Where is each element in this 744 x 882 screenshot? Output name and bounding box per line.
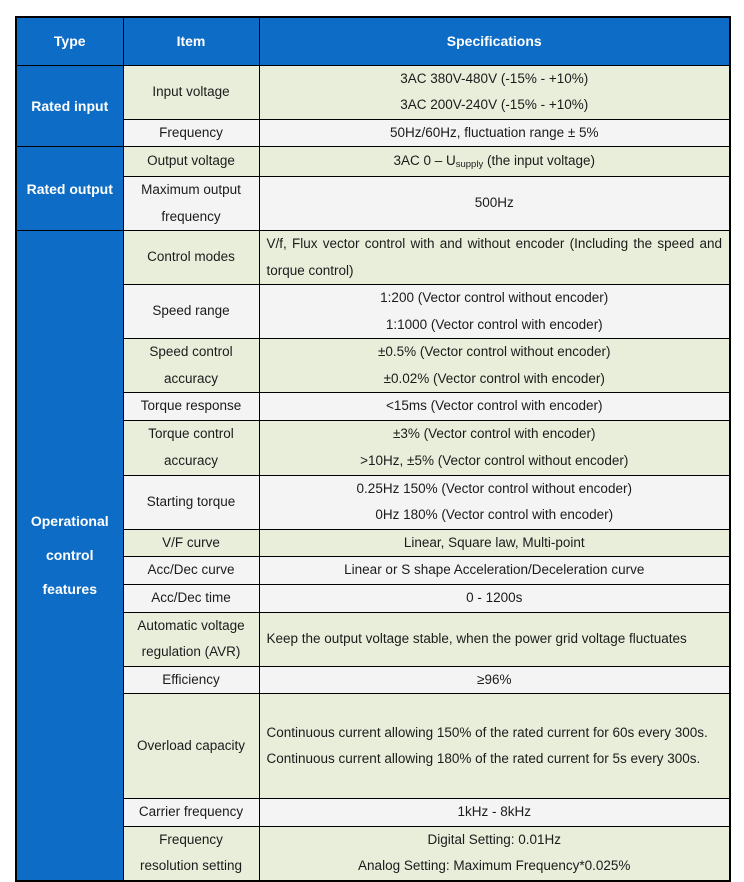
spec-cell-control-modes bbox=[259, 231, 730, 285]
spec-cell-frequency bbox=[259, 119, 730, 147]
item-label: Speed control bbox=[149, 344, 233, 359]
spec-line: 0Hz 180% (Vector control with encoder) bbox=[375, 507, 614, 522]
spec-cell-output-voltage bbox=[259, 147, 730, 177]
spec-cell-avr bbox=[259, 612, 730, 666]
item-label: Maximum output bbox=[141, 182, 241, 197]
item-label: Efficiency bbox=[162, 671, 220, 687]
item-label: accuracy bbox=[163, 370, 219, 386]
table-row bbox=[16, 612, 730, 666]
spec-cell-starting-torque bbox=[259, 475, 730, 529]
table-row bbox=[16, 393, 730, 421]
item-label: Torque response bbox=[140, 398, 242, 413]
type-label: control bbox=[46, 547, 94, 564]
spec-cell-carrier-frequency bbox=[259, 799, 730, 827]
spec-paragraph: Continuous current allowing 180% of the rated current for 5s every 300s. bbox=[266, 751, 701, 766]
spec-line: 3AC $0 - U_{supply}$ (the input voltage) bbox=[393, 153, 596, 171]
item-cell-control-modes bbox=[123, 231, 259, 285]
spec-line: 0 - 1200s bbox=[466, 590, 523, 605]
spec-line: 0.25Hz 150% (Vector control without encoder) bbox=[356, 480, 632, 496]
item-cell-torque-control-accuracy bbox=[123, 420, 259, 475]
table-row bbox=[16, 231, 730, 285]
item-label: Starting torque bbox=[146, 493, 236, 509]
item-cell-output-voltage bbox=[123, 147, 259, 177]
spec-line: Analog Setting: Maximum Frequency*0.025% bbox=[358, 858, 631, 873]
type-label: Operational bbox=[30, 513, 109, 530]
spec-cell-torque-response bbox=[259, 393, 730, 421]
spec-line: 1:200 (Vector control without encoder) bbox=[380, 290, 609, 305]
item-label: Automatic voltage bbox=[137, 617, 245, 633]
item-label: Carrier frequency bbox=[138, 804, 244, 819]
type-label: features bbox=[42, 581, 97, 598]
spec-line: 3AC 380V-480V (-15% - +10%) bbox=[400, 70, 589, 86]
type-cell-rated-input bbox=[16, 65, 123, 147]
col-header-specifications: Specifications bbox=[259, 17, 730, 65]
spec-line: ±0.5% (Vector control without encoder) bbox=[377, 344, 611, 359]
spec-cell-overload-capacity bbox=[259, 694, 730, 799]
spec-line: 50Hz/60Hz, fluctuation range ± 5% bbox=[389, 124, 599, 140]
header-row bbox=[16, 17, 730, 65]
spec-line: <15ms (Vector control with encoder) bbox=[386, 398, 603, 413]
table-row bbox=[16, 694, 730, 799]
item-cell-overload-capacity bbox=[123, 694, 259, 799]
item-label: Torque control bbox=[148, 426, 234, 441]
item-label: Input voltage bbox=[152, 83, 230, 99]
item-label: V/F curve bbox=[162, 534, 220, 550]
item-label: Control modes bbox=[147, 249, 235, 265]
item-label: regulation (AVR) bbox=[141, 644, 241, 659]
type-label: Rated output bbox=[26, 180, 113, 197]
table-row bbox=[16, 147, 730, 177]
table-row bbox=[16, 119, 730, 147]
spec-line: 1kHz - 8kHz bbox=[457, 804, 531, 819]
item-label: Frequency bbox=[159, 831, 223, 847]
item-label: Acc/Dec curve bbox=[147, 562, 235, 578]
spec-cell-acc-dec-time bbox=[259, 585, 730, 613]
spec-paragraph: Continuous current allowing 150% of the rated current for 60s every 300s. bbox=[266, 724, 708, 740]
spec-line: ±0.02% (Vector control with encoder) bbox=[383, 370, 605, 386]
item-label: Speed range bbox=[152, 303, 230, 319]
spec-cell-speed-range bbox=[259, 285, 730, 339]
spec-cell-acc-dec-curve bbox=[259, 557, 730, 585]
item-label: accuracy bbox=[163, 452, 219, 468]
table-row bbox=[16, 339, 730, 393]
subscript-supply: supply bbox=[455, 159, 484, 171]
spec-paragraph: V/f, Flux vector control with and without encoder (Including the speed and torque control) bbox=[266, 236, 722, 278]
type-label: Rated input bbox=[31, 97, 109, 114]
item-label: frequency bbox=[161, 208, 221, 224]
item-cell-frequency-resolution bbox=[123, 826, 259, 881]
item-cell-speed-range bbox=[123, 285, 259, 339]
item-cell-acc-dec-time bbox=[123, 585, 259, 613]
table-row bbox=[16, 799, 730, 827]
item-label: resolution setting bbox=[139, 858, 243, 873]
item-cell-input-voltage bbox=[123, 65, 259, 119]
col-header-item: Item bbox=[123, 17, 259, 65]
spec-line: ≥96% bbox=[477, 671, 512, 687]
spec-line: Digital Setting: 0.01Hz bbox=[427, 831, 562, 847]
spec-line: ±3% (Vector control with encoder) bbox=[393, 426, 596, 441]
item-cell-torque-response bbox=[123, 393, 259, 421]
item-cell-avr bbox=[123, 612, 259, 666]
table-row bbox=[16, 666, 730, 694]
table-row bbox=[16, 557, 730, 585]
table-row bbox=[16, 420, 730, 475]
item-cell-max-output-frequency bbox=[123, 177, 259, 231]
spec-cell-vf-curve bbox=[259, 529, 730, 557]
item-cell-speed-control-accuracy bbox=[123, 339, 259, 393]
table-row bbox=[16, 529, 730, 557]
spec-line: Linear, Square law, Multi-point bbox=[403, 534, 585, 550]
item-cell-acc-dec-curve bbox=[123, 557, 259, 585]
spec-cell-max-output-frequency bbox=[259, 177, 730, 231]
table-row bbox=[16, 826, 730, 881]
item-cell-frequency bbox=[123, 119, 259, 147]
spec-line: 3AC 200V-240V (-15% - +10%) bbox=[400, 97, 589, 112]
table-row bbox=[16, 475, 730, 529]
col-header-type: Type bbox=[16, 17, 123, 65]
spec-cell-frequency-resolution bbox=[259, 826, 730, 881]
item-label: Frequency bbox=[159, 124, 223, 140]
type-cell-rated-output bbox=[16, 147, 123, 231]
table-row bbox=[16, 285, 730, 339]
table-row bbox=[16, 65, 730, 119]
item-label: Output voltage bbox=[147, 153, 235, 169]
table-row bbox=[16, 177, 730, 231]
item-cell-carrier-frequency bbox=[123, 799, 259, 827]
item-cell-vf-curve bbox=[123, 529, 259, 557]
spec-line: 500Hz bbox=[474, 195, 514, 211]
specifications-table bbox=[15, 16, 731, 882]
spec-cell-torque-control-accuracy bbox=[259, 420, 730, 475]
spec-line: Linear or S shape Acceleration/Deceleration curve bbox=[344, 562, 645, 578]
item-cell-starting-torque bbox=[123, 475, 259, 529]
item-cell-efficiency bbox=[123, 666, 259, 694]
item-label: Overload capacity bbox=[136, 737, 246, 753]
spec-cell-efficiency bbox=[259, 666, 730, 694]
item-label: Acc/Dec time bbox=[151, 590, 231, 605]
spec-cell-speed-control-accuracy bbox=[259, 339, 730, 393]
type-cell-operational-control-features bbox=[16, 231, 123, 881]
spec-line: >10Hz, ±5% (Vector control without encoder) bbox=[360, 452, 629, 468]
spec-line: Keep the output voltage stable, when the power grid voltage fluctuates bbox=[266, 630, 687, 646]
spec-line: 1:1000 (Vector control with encoder) bbox=[385, 316, 603, 332]
table-row bbox=[16, 585, 730, 613]
spec-cell-input-voltage bbox=[259, 65, 730, 119]
